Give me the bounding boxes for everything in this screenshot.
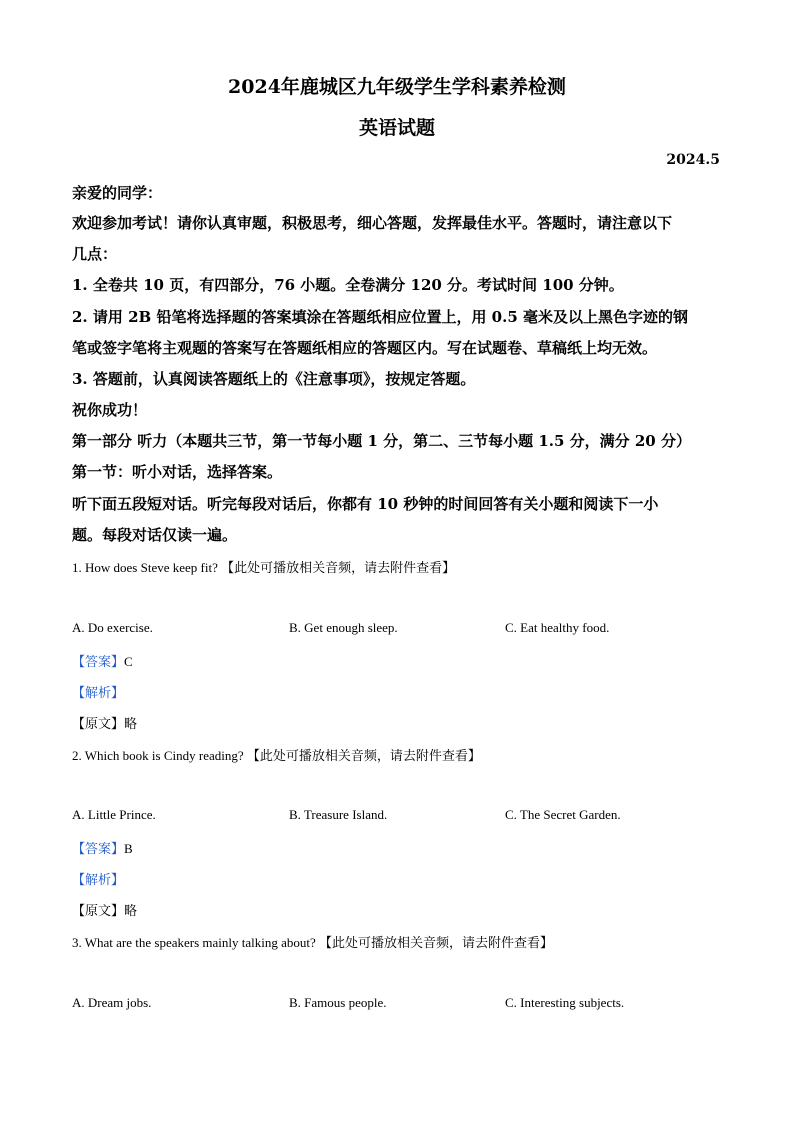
answer-value: B [124, 841, 133, 856]
original-text-line: 【原文】略 [72, 717, 138, 732]
option-c: C. Interesting subjects. [505, 995, 625, 1010]
exam-subtitle: 英语试题 [358, 117, 435, 139]
intro-note: 笔或签字笔将主观题的答案写在答题纸相应的答题区内。写在试题卷、草稿纸上均无效。 [72, 339, 658, 357]
option-c: C. Eat healthy food. [505, 620, 610, 635]
option-a: A. Do exercise. [72, 620, 153, 635]
option-b: B. Get enough sleep. [289, 620, 398, 635]
question-stem: 2. Which book is Cindy reading? 【此处可播放相关音频，请去附件查看】 [72, 748, 481, 763]
original-text-line: 【原文】略 [72, 904, 138, 919]
analysis-label: 【解析】 [72, 873, 125, 888]
intro-note: 3. 答题前，认真阅读答题纸上的《注意事项》，按规定答题。 [72, 370, 476, 388]
option-a: A. Dream jobs. [72, 995, 152, 1010]
instruction-line: 题。每段对话仅读一遍。 [72, 526, 238, 544]
analysis-label: 【解析】 [72, 686, 125, 701]
part-heading: 第一部分 听力（本题共三节，第一节每小题 1 分，第二、三节每小题 1.5 分，满分 20 分） [72, 432, 691, 450]
intro-note: 2. 请用 2B 铅笔将选择题的答案填涂在答题纸相应位置上，用 0.5 毫米及以上黑色字迹的钢 [72, 308, 688, 326]
option-c: C. The Secret Garden. [505, 807, 621, 822]
intro-note: 1. 全卷共 10 页，有四部分，76 小题。全卷满分 120 分。考试时间 100 分钟。 [72, 276, 624, 294]
intro-line: 欢迎参加考试！请你认真审题，积极思考，细心答题，发挥最佳水平。答题时，请注意以下 [72, 214, 673, 232]
exam-date: 2024.5 [666, 152, 720, 168]
question-stem: 1. How does Steve keep fit? 【此处可播放相关音频，请去附件查看】 [72, 560, 456, 575]
intro-wish: 祝你成功！ [72, 401, 148, 419]
intro-greeting: 亲爱的同学： [72, 184, 163, 202]
analysis-line [72, 869, 124, 888]
intro-line: 几点： [72, 245, 118, 263]
answer-line [72, 651, 133, 670]
option-b: B. Treasure Island. [289, 807, 388, 822]
option-a: A. Little Prince. [72, 807, 156, 822]
instruction-line: 听下面五段短对话。听完每段对话后，你都有 10 秒钟的时间回答有关小题和阅读下一小 [72, 495, 659, 513]
answer-line [72, 838, 133, 857]
answer-label: 【答案】 [72, 842, 125, 857]
question-stem: 3. What are the speakers mainly talking about? 【此处可播放相关音频，请去附件查看】 [72, 935, 554, 950]
section-heading: 第一节：听小对话，选择答案。 [72, 463, 283, 481]
analysis-line [72, 682, 124, 701]
option-b: B. Famous people. [289, 995, 387, 1010]
exam-title: 2024年鹿城区九年级学生学科素养检测 [228, 76, 566, 98]
answer-label: 【答案】 [72, 655, 125, 670]
answer-value: C [124, 654, 133, 669]
